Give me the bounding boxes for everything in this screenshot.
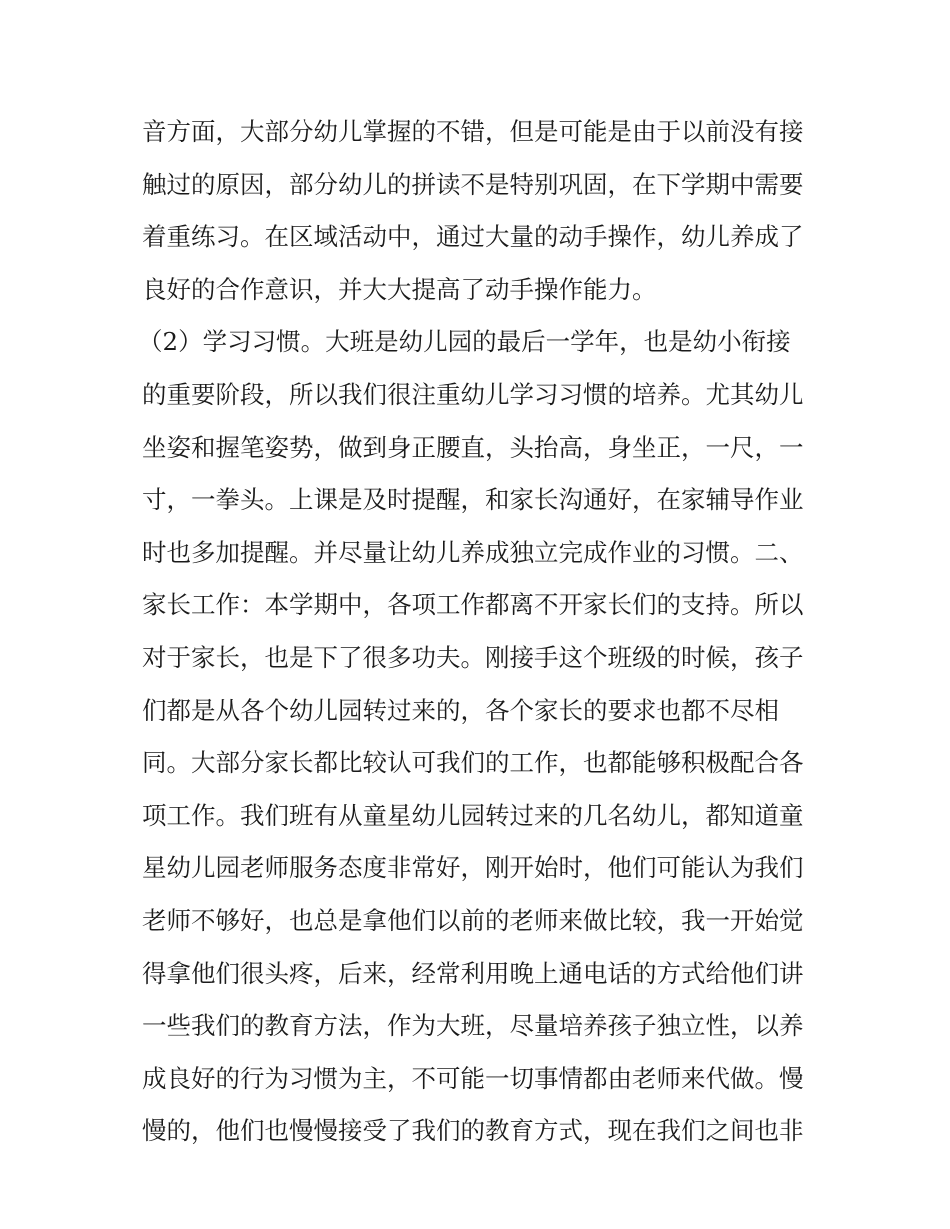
body-text xyxy=(138,106,822,1158)
text-line: 着重练习。在区域活动中，通过大量的动手操作，幼儿养成了 xyxy=(142,222,804,252)
text-line: 触过的原因，部分幼儿的拼读不是特别巩固，在下学期中需要 xyxy=(142,169,804,199)
text-line: 良好的合作意识，并大大提高了动手操作能力。 xyxy=(142,274,657,304)
text-line: 慢的，他们也慢慢接受了我们的教育方式，现在我们之间也非 xyxy=(142,1116,804,1146)
text-line: 得拿他们很头疼，后来，经常利用晚上通电话的方式给他们讲 xyxy=(142,958,804,988)
text-line: 音方面，大部分幼儿掌握的不错，但是可能是由于以前没有接 xyxy=(142,117,804,146)
text-line: 坐姿和握笔姿势，做到身正腰直，头抬高，身坐正，一尺，一 xyxy=(142,432,804,462)
text-line: （2）学习习惯。大班是幼儿园的最后一学年，也是幼小衔接 xyxy=(138,327,791,357)
text-line: 家长工作：本学期中，各项工作都离不开家长们的支持。所以 xyxy=(142,590,804,620)
text-line: 一些我们的教育方法，作为大班，尽量培养孩子独立性，以养 xyxy=(142,1011,804,1041)
text-line: 成良好的行为习惯为主，不可能一切事情都由老师来代做。慢 xyxy=(142,1063,804,1093)
text-line: 寸，一拳头。上课是及时提醒，和家长沟通好，在家辅导作业 xyxy=(142,485,804,515)
text-line: 们都是从各个幼儿园转过来的，各个家长的要求也都不尽相 xyxy=(142,695,779,725)
text-line: 对于家长，也是下了很多功夫。刚接手这个班级的时候，孩子 xyxy=(142,642,804,672)
text-line: 时也多加提醒。并尽量让幼儿养成独立完成作业的习惯。二、 xyxy=(142,537,804,567)
text-line: 老师不够好，也总是拿他们以前的老师来做比较，我一开始觉 xyxy=(142,905,804,935)
text-line: 项工作。我们班有从童星幼儿园转过来的几名幼儿，都知道童 xyxy=(142,800,804,830)
text-line: 星幼儿园老师服务态度非常好，刚开始时，他们可能认为我们 xyxy=(142,853,804,883)
text-line: 同。大部分家长都比较认可我们的工作，也都能够积极配合各 xyxy=(142,748,804,778)
text-line: 的重要阶段，所以我们很注重幼儿学习习惯的培养。尤其幼儿 xyxy=(142,379,804,409)
